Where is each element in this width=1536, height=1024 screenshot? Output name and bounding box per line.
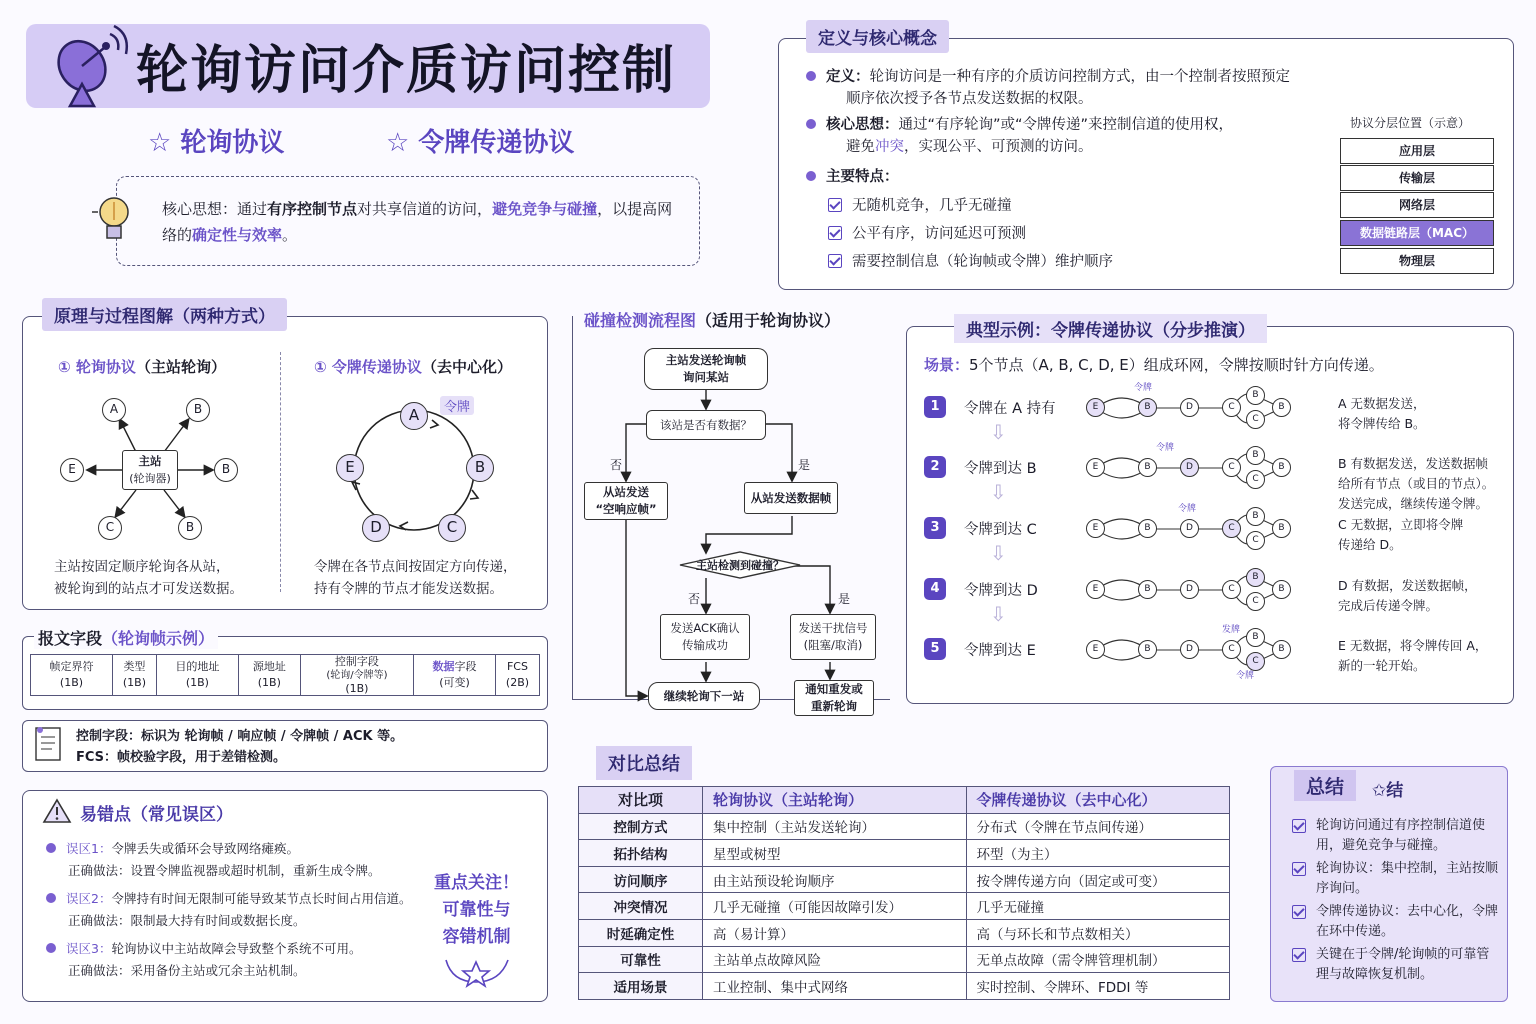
compare-cell: 几乎无碰撞 — [966, 893, 1230, 920]
mini-ring-diagram — [1086, 504, 1296, 551]
step-number: 5 — [924, 638, 946, 660]
polling-desc: 主站按固定顺序轮询各从站， 被轮询到的站点才可发送数据。 — [54, 559, 243, 597]
checkbox-icon — [1292, 819, 1306, 833]
flow-q1: 该站是否有数据？ — [646, 410, 766, 440]
mini-ring-diagram — [1086, 568, 1296, 612]
core-idea-text: 核心思想：通过有序控制节点对共享信道的访问，避免竞争与碰撞，以提高网络的确定性与效率。 — [162, 200, 673, 244]
summary-list — [1292, 816, 1498, 985]
ring-node: C — [1246, 592, 1265, 611]
compare-cell: 工业控制、集中式网络 — [703, 973, 967, 1000]
ring-node: B — [1138, 519, 1157, 538]
down-arrow-icon: ⇩ — [990, 420, 1007, 444]
frame-title: 报文字段（轮询帧示例） — [34, 626, 218, 649]
ring-node: C — [1222, 580, 1241, 599]
star-node: B — [214, 458, 238, 482]
ring-node-d: D — [362, 514, 390, 542]
field-delimiter: 帧定界符 (1B) — [31, 655, 113, 696]
compare-cell: 环型（为主） — [966, 840, 1230, 867]
compare-cell: 由主站预设轮询顺序 — [703, 866, 967, 893]
pitfall-item: 误区2：令牌持有时间无限制可能导致某节点长时间占用信道。 — [46, 888, 426, 910]
polling-subtitle: ① 轮询协议（主站轮询） — [58, 358, 226, 376]
ring-node: B — [1138, 640, 1157, 659]
mini-ring-diagram — [1086, 383, 1296, 430]
ring-node: D — [1180, 640, 1199, 659]
compare-title: 对比总结 — [596, 746, 692, 780]
flow-ack-box: 发送ACK确认 传输成功 — [660, 614, 750, 660]
ring-node: C — [1222, 519, 1241, 538]
star-node: E — [60, 458, 84, 482]
down-arrow-icon: ⇩ — [990, 541, 1007, 565]
sparkle-icon: ✩ — [1372, 781, 1387, 801]
flow-yes-box: 从站发送数据帧 — [744, 482, 838, 514]
flow-jam-box: 发送干扰信号 (阻塞/取消) — [790, 614, 876, 660]
ring-node-e: E — [336, 454, 364, 482]
compare-cell: 令牌传递协议（去中心化） — [966, 787, 1230, 814]
star-icon: ☆ — [386, 128, 410, 158]
compare-row — [579, 813, 1230, 840]
checkbox-icon — [1292, 905, 1306, 919]
ring-node: B — [1272, 580, 1291, 599]
ring-node: B — [1246, 386, 1265, 405]
token-marker: 令牌 — [1178, 504, 1197, 514]
compare-cell: 控制方式 — [579, 813, 703, 840]
mini-ring-diagram — [1086, 443, 1296, 490]
layer-application: 应用层 — [1340, 138, 1494, 164]
field-type: 类型 (1B) — [112, 655, 156, 696]
layer-physical: 物理层 — [1340, 248, 1494, 274]
checkbox-icon — [1292, 948, 1306, 962]
token-marker: 令牌 — [1156, 443, 1175, 453]
ring-node: B — [1246, 568, 1265, 587]
ring-node: B — [1272, 640, 1291, 659]
compare-row — [579, 973, 1230, 1000]
step-number: 1 — [924, 396, 946, 418]
ring-node: E — [1086, 640, 1105, 659]
compare-cell: 轮询协议（主站轮询） — [703, 787, 967, 814]
layer-network: 网络层 — [1340, 192, 1494, 218]
page-title: 轮询访问介质访问控制 — [136, 41, 677, 101]
compare-cell: 适用场景 — [579, 973, 703, 1000]
token-desc: 令牌在各节点间按固定方向传递， 持有令牌的节点才能发送数据。 — [314, 559, 517, 597]
ring-node-c: C — [438, 514, 466, 542]
step-number: 3 — [924, 517, 946, 539]
feature-item: 需要控制信息（轮询帧或令牌）维护顺序 — [828, 248, 1346, 276]
checkbox-icon — [1292, 862, 1306, 876]
ring-node: B — [1138, 458, 1157, 477]
ring-node: C — [1222, 640, 1241, 659]
master-station: 主站 (轮询器) — [122, 450, 178, 490]
ring-node-a: A — [400, 402, 428, 430]
compare-header-row — [579, 787, 1230, 814]
compare-cell: 几乎无碰撞（可能因故障引发） — [703, 893, 967, 920]
step-text: 令牌到达 D — [964, 583, 1038, 599]
layer-transport: 传输层 — [1340, 165, 1494, 191]
layer-datalink: 数据链路层（MAC） — [1340, 220, 1494, 246]
tag-token: ☆ 令牌传递协议 — [386, 128, 575, 158]
step-text: 令牌到达 B — [964, 461, 1037, 477]
flow-no-label-2: 否 — [688, 592, 701, 606]
compare-row — [579, 866, 1230, 893]
step-desc: D 有数据，发送数据帧， 完成后传递令牌。 — [1338, 578, 1477, 613]
compare-cell: 可靠性 — [579, 946, 703, 973]
compare-cell: 高（易计算） — [703, 919, 967, 946]
definition-title: 定义与核心概念 — [806, 20, 949, 53]
ring-node: E — [1086, 458, 1105, 477]
ring-node: E — [1086, 398, 1105, 417]
flow-start: 主站发送轮询帧 询问某站 — [644, 348, 768, 390]
feature-item: 公平有序，访问延迟可预测 — [828, 220, 1346, 248]
step-text: 令牌到达 E — [964, 643, 1036, 659]
principle-title: 原理与过程图解（两种方式） — [42, 298, 287, 331]
ring-node: D — [1180, 519, 1199, 538]
compare-cell: 集中控制（主站发送轮询） — [703, 813, 967, 840]
ring-node: B — [1138, 398, 1157, 417]
ring-node: B — [1272, 519, 1291, 538]
ring-node: C — [1246, 531, 1265, 550]
token-marker: 令牌 — [1236, 671, 1255, 681]
ring-node: B — [1246, 628, 1265, 647]
flow-retry-box: 通知重发或 重新轮询 — [794, 680, 874, 716]
pitfall-item: 误区3：轮询协议中主站故障会导致整个系统不可用。 — [46, 938, 426, 960]
flow-q2: 主站检测到碰撞？ — [696, 559, 784, 572]
summary-title-2: ✩结 — [1372, 781, 1404, 801]
flow-no-label: 否 — [610, 458, 623, 472]
ring-node: E — [1086, 580, 1105, 599]
ring-node: C — [1222, 458, 1241, 477]
step-number: 4 — [924, 578, 946, 600]
star-node: B — [186, 398, 210, 422]
compare-cell: 主站单点故障风险 — [703, 946, 967, 973]
mini-ring-diagram — [1086, 625, 1296, 681]
compare-cell: 按令牌传递方向（固定或可变） — [966, 866, 1230, 893]
compare-row — [579, 840, 1230, 867]
token-subtitle: ① 令牌传递协议（去中心化） — [314, 358, 512, 376]
compare-cell: 星型或树型 — [703, 840, 967, 867]
flow-no-box: 从站发送 “空响应帧” — [584, 482, 668, 520]
definition-text: 定义：轮询访问是一种有序的介质访问控制方式，由一个控制者按照预定 顺序依次授予各节点发送数据的权限。 核心思想：通过“有序轮询”或“令牌传递”来控制信道的使用权， 避免冲突，实现公平、可预测的访问。 主要特点： 无随机竞争，几乎无碰撞 公平有序，访问延迟可预测 需要控制信息（轮询帧或令牌）维护顺序 — [806, 66, 1346, 276]
down-arrow-icon: ⇩ — [990, 602, 1007, 626]
compare-cell: 对比项 — [579, 787, 703, 814]
summary-item: 轮询协议：集中控制，主站按顺序询问。 — [1292, 859, 1498, 899]
ring-node: B — [1246, 446, 1265, 465]
down-arrow-icon: ⇩ — [990, 480, 1007, 504]
layers-title: 协议分层位置（示意） — [1350, 116, 1471, 130]
frame-notes: 控制字段：标识为 轮询帧 / 响应帧 / 令牌帧 / ACK 等。 FCS：帧校验字段，用于差错检测。 — [76, 729, 404, 765]
step-desc: B 有数据发送，发送数据帧 给所有节点（或目的节点）。 发送完成，继续传递令牌。 — [1338, 456, 1495, 511]
ring-node: C — [1222, 398, 1241, 417]
focus-note: 重点关注！ 可靠性与 容错机制 — [434, 873, 519, 947]
ring-node: B — [1138, 580, 1157, 599]
field-fcs: FCS (2B) — [495, 655, 539, 696]
compare-cell: 访问顺序 — [579, 866, 703, 893]
pitfalls-title: 易错点（常见误区） — [80, 805, 233, 825]
step-text: 令牌到达 C — [964, 522, 1037, 538]
field-src: 源地址 (1B) — [238, 655, 300, 696]
compare-cell: 无单点故障（需令牌管理机制） — [966, 946, 1230, 973]
compare-cell: 分布式（令牌在节点间传递） — [966, 813, 1230, 840]
ring-node: B — [1272, 458, 1291, 477]
compare-cell: 冲突情况 — [579, 893, 703, 920]
step-desc: A 无数据发送， 将令牌传给 B。 — [1338, 396, 1426, 431]
compare-cell: 实时控制、令牌环、FDDI 等 — [966, 973, 1230, 1000]
token-marker: 发牌 — [1222, 625, 1241, 635]
compare-cell: 高（与环长和节点数相关） — [966, 919, 1230, 946]
ring-node: D — [1180, 458, 1199, 477]
ring-node: C — [1246, 652, 1265, 671]
flow-title: 碰撞检测流程图（适用于轮询协议） — [580, 308, 844, 331]
star-icon: ☆ — [148, 128, 172, 158]
ring-node: C — [1246, 410, 1265, 429]
ring-node: C — [1246, 470, 1265, 489]
summary-item: 关键在于令牌/轮询帧的可靠管理与故障恢复机制。 — [1292, 945, 1498, 985]
star-node: C — [98, 516, 122, 540]
field-control: 控制字段 (轮询/令牌等) (1B) — [300, 655, 413, 696]
ring-node: D — [1180, 580, 1199, 599]
ring-node: D — [1180, 398, 1199, 417]
token-marker: 令牌 — [1134, 383, 1153, 393]
step-desc: C 无数据，立即将令牌 传递给 D。 — [1338, 517, 1464, 552]
compare-table — [578, 786, 1230, 1000]
compare-row — [579, 893, 1230, 920]
field-dest: 目的地址 (1B) — [156, 655, 238, 696]
compare-cell: 时延确定性 — [579, 919, 703, 946]
example-scene: 场景：5个节点（A, B, C, D, E）组成环网，令牌按顺时针方向传递。 — [924, 356, 1384, 374]
field-data: 数据字段 (可变) — [414, 655, 496, 696]
ring-node: E — [1086, 519, 1105, 538]
pitfalls-list: 误区1：令牌丢失或循环会导致网络瘫痪。 正确做法：设置令牌监视器或超时机制，重新生成令牌。 误区2：令牌持有时间无限制可能导致某节点长时间占用信道。 正确做法：限制最大持有时间或数据长度。 误区3：轮询协议中主站故障会导致整个系统不可用。 正确做法：采用备份主站或冗余主站机制。 — [46, 838, 426, 982]
pitfall-item: 误区1：令牌丢失或循环会导致网络瘫痪。 — [46, 838, 426, 860]
star-node: B — [178, 516, 202, 540]
flow-yes-label: 是 — [798, 458, 811, 472]
ring-node: B — [1246, 507, 1265, 526]
compare-row — [579, 919, 1230, 946]
flow-yes-label-2: 是 — [838, 592, 851, 606]
tag-polling: ☆ 轮询协议 — [148, 128, 285, 158]
token-label: 令牌 — [440, 396, 474, 415]
summary-title: 总结 — [1294, 770, 1356, 801]
example-title: 典型示例：令牌传递协议（分步推演） — [954, 314, 1267, 343]
flow-next-box: 继续轮询下一站 — [648, 682, 760, 710]
star-node: A — [102, 398, 126, 422]
summary-item: 令牌传递协议：去中心化，令牌在环中传递。 — [1292, 902, 1498, 942]
compare-cell: 拓扑结构 — [579, 840, 703, 867]
ring-node: B — [1272, 398, 1291, 417]
ring-node-b: B — [466, 454, 494, 482]
step-text: 令牌在 A 持有 — [964, 401, 1056, 417]
compare-row — [579, 946, 1230, 973]
step-desc: E 无数据，将令牌传回 A， 新的一轮开始。 — [1338, 638, 1488, 673]
summary-item: 轮询访问通过有序控制信道使用，避免竞争与碰撞。 — [1292, 816, 1498, 856]
step-number: 2 — [924, 456, 946, 478]
feature-item: 无随机竞争，几乎无碰撞 — [828, 192, 1346, 220]
